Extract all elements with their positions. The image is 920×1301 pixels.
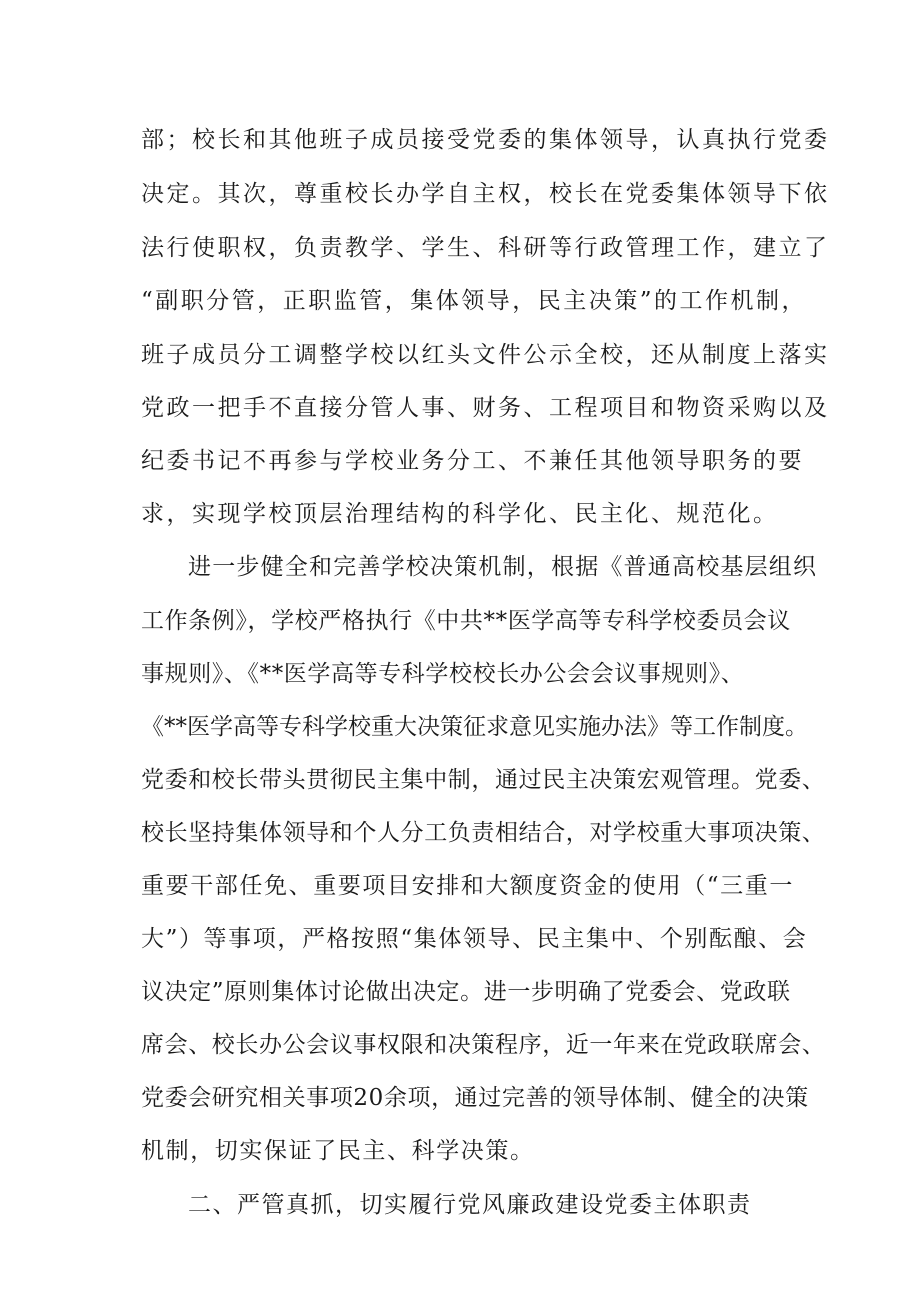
- text-line: 党委和校长带头贯彻民主集中制，通过民主决策宏观管理。党委、: [141, 767, 826, 793]
- text-line: 决定。其次，尊重校长办学自主权，校长在党委集体领导下依: [141, 181, 830, 207]
- text-line: 工作条例》，学校严格执行《中共**医学高等专科学校委员会议: [141, 608, 791, 634]
- text-line: 求，实现学校顶层治理结构的科学化、民主化、规范化。: [141, 501, 779, 527]
- text-line: 法行使职权，负责教学、学生、科研等行政管理工作，建立了: [141, 235, 830, 261]
- text-line: 机制，切实保证了民主、科学决策。: [141, 1138, 535, 1164]
- text-line: 党委会研究相关事项20余项，通过完善的领导体制、健全的决策: [141, 1085, 809, 1111]
- text-line: 《**医学高等专科学校重大决策征求意见实施办法》等工作制度。: [141, 714, 808, 740]
- text-line: 班子成员分工调整学校以红头文件公示全校，还从制度上落实: [141, 342, 830, 368]
- text-line: 事规则》、《**医学高等专科学校校长办公会会议事规则》、: [141, 661, 745, 687]
- text-line: “副职分管，正职监管，集体领导，民主决策”的工作机制，: [141, 288, 808, 314]
- text-line: 党政一把手不直接分管人事、财务、工程项目和物资采购以及: [141, 395, 830, 421]
- text-line: 进一步健全和完善学校决策机制，根据《普通高校基层组织: [188, 554, 818, 580]
- text-line: 纪委书记不再参与学校业务分工、不兼任其他领导职务的要: [141, 448, 804, 474]
- text-line: 议决定”原则集体讨论做出决定。进一步明确了党委会、党政联: [141, 979, 791, 1005]
- text-line: 校长坚持集体领导和个人分工负责相结合，对学校重大事项决策、: [141, 820, 826, 846]
- text-line: 重要干部任免、重要项目安排和大额度资金的使用（“三重一: [141, 873, 794, 899]
- text-line: 席会、校长办公会议事权限和决策程序，近一年来在党政联席会、: [141, 1032, 826, 1058]
- text-line: 大”）等事项，严格按照“集体领导、民主集中、个别酝酿、会: [141, 926, 808, 952]
- text-line: 部；校长和其他班子成员接受党委的集体领导，认真执行党委: [141, 127, 830, 153]
- section-heading: 二、严管真抓，切实履行党风廉政建设党委主体职责: [188, 1192, 752, 1218]
